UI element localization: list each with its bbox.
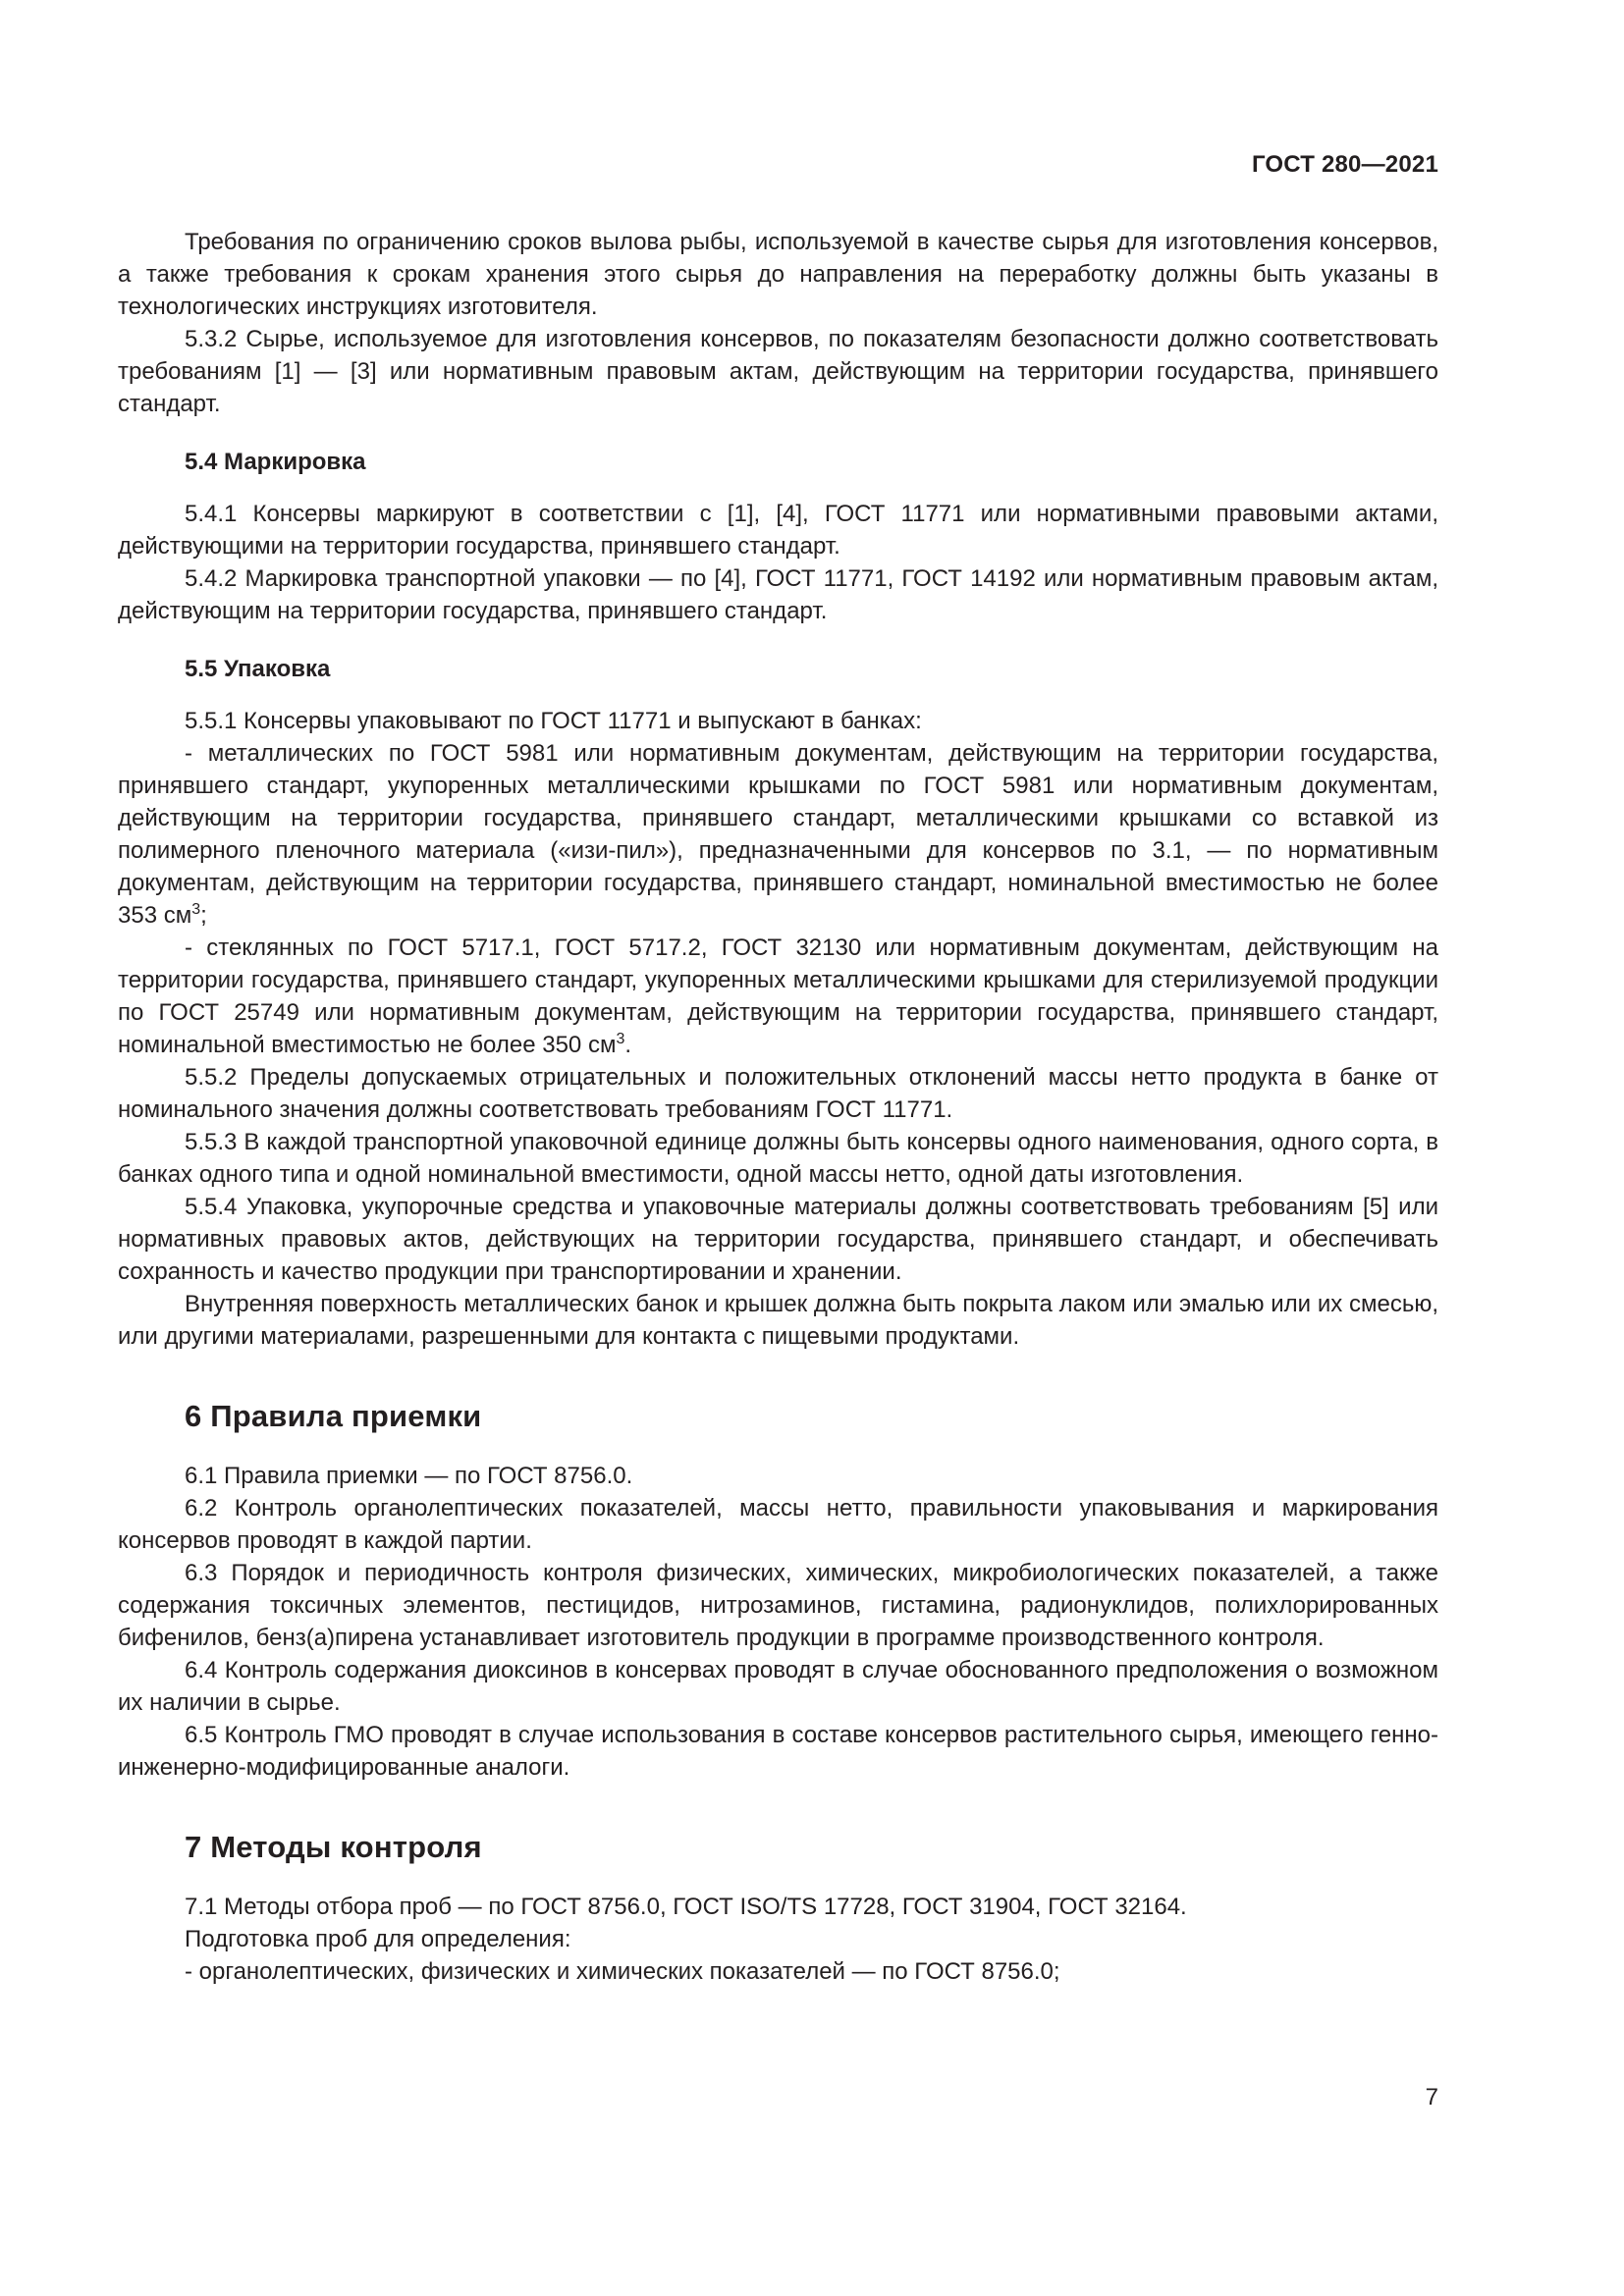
paragraph-text: - стеклянных по ГОСТ 5717.1, ГОСТ 5717.2, ГОСТ 32130 или нормативным документам, действующим на территории государства, принявшего стандарт, укупоренных металлическими крышками для стерилизуемой продукции по ГОСТ 25749 или нормативным документам, действующим на территории государства, принявшего стандарт, номинальной вместимостью не более 350 см — [118, 934, 1438, 1058]
superscript: 3 — [191, 901, 201, 918]
section-heading-6: 6 Правила приемки — [185, 1399, 482, 1433]
paragraph: 5.4.1 Консервы маркируют в соответствии с [1], [4], ГОСТ 11771 или нормативными правовыми актами, действующими на территории государства, принявшего стандарт. — [118, 501, 1438, 560]
subsection-heading-5-4: 5.4 Маркировка — [185, 449, 366, 475]
paragraph: 7.1 Методы отбора проб — по ГОСТ 8756.0, ГОСТ ISO/TS 17728, ГОСТ 31904, ГОСТ 32164. — [185, 1894, 1187, 1920]
paragraph — [118, 932, 1438, 1061]
section-heading-7: 7 Методы контроля — [185, 1830, 482, 1864]
paragraph: Требования по ограничению сроков вылова рыбы, используемой в качестве сырья для изготовления консервов, а также требования к срокам хранения этого сырья до направления на переработку должны быть указаны в технологических инструкциях изготовителя. — [118, 229, 1438, 320]
paragraph-end: ; — [200, 902, 207, 929]
superscript: 3 — [616, 1031, 625, 1047]
document-body — [118, 226, 1438, 1988]
paragraph-text: - металлических по ГОСТ 5981 или нормативным документам, действующим на территории государства, принявшего стандарт, укупоренных металлическими крышками по ГОСТ 5981 или нормативным документам, действующим на территории государства, принявшего стандарт, металлическими крышками со вставкой из полимерного пленочного материала («изи-пил»), предназначенными для консервов по 3.1, — по нормативным документам, действующим на территории государства, принявшего стандарт, номинальной вместимостью не более 353 см — [118, 740, 1438, 929]
document-header-id: ГОСТ 280—2021 — [1251, 151, 1438, 178]
paragraph: 6.2 Контроль органолептических показателей, массы нетто, правильности упаковывания и маркирования консервов проводят в каждой партии. — [118, 1495, 1438, 1554]
paragraph: - органолептических, физических и химических показателей — по ГОСТ 8756.0; — [185, 1958, 1060, 1985]
paragraph: 5.5.1 Консервы упаковывают по ГОСТ 11771 и выпускают в банках: — [185, 708, 922, 734]
document-page — [118, 0, 1438, 2296]
paragraph: Внутренняя поверхность металлических банок и крышек должна быть покрыта лаком или эмалью или их смесью, или другими материалами, разрешенными для контакта с пищевыми продуктами. — [118, 1291, 1438, 1350]
subsection-heading-5-5: 5.5 Упаковка — [185, 656, 331, 682]
paragraph — [118, 737, 1438, 932]
paragraph-end: . — [624, 1032, 632, 1058]
paragraph: 6.4 Контроль содержания диоксинов в консервах проводят в случае обоснованного предположения о возможном их наличии в сырье. — [118, 1657, 1438, 1716]
paragraph: 5.4.2 Маркировка транспортной упаковки — по [4], ГОСТ 11771, ГОСТ 14192 или нормативным правовым актам, действующим на территории государства, принявшего стандарт. — [118, 565, 1438, 624]
paragraph: 5.3.2 Сырье, используемое для изготовления консервов, по показателям безопасности должно соответствовать требованиям [1] — [3] или нормативным правовым актам, действующим на территории государства, принявшего стандарт. — [118, 326, 1438, 417]
page-number: 7 — [1425, 2084, 1438, 2110]
paragraph: Подготовка проб для определения: — [185, 1926, 571, 1952]
paragraph: 5.5.2 Пределы допускаемых отрицательных и положительных отклонений массы нетто продукта в банке от номинального значения должны соответствовать требованиям ГОСТ 11771. — [118, 1064, 1438, 1123]
paragraph: 5.5.4 Упаковка, укупорочные средства и упаковочные материалы должны соответствовать требованиям [5] или нормативных правовых актов, действующих на территории государства, принявшего стандарт, и обеспечивать сохранность и качество продукции при транспортировании и хранении. — [118, 1194, 1438, 1285]
paragraph: 6.5 Контроль ГМО проводят в случае использования в составе консервов растительного сырья, имеющего генно-инженерно-модифицированные аналоги. — [118, 1722, 1438, 1781]
paragraph: 6.3 Порядок и периодичность контроля физических, химических, микробиологических показателей, а также содержания токсичных элементов, пестицидов, нитрозаминов, гистамина, радионуклидов, полихлорированных бифенилов, бенз(а)пирена устанавливает изготовитель продукции в программе производственного контроля. — [118, 1560, 1438, 1651]
paragraph: 5.5.3 В каждой транспортной упаковочной единице должны быть консервы одного наименования, одного сорта, в банках одного типа и одной номинальной вместимости, одной массы нетто, одной даты изготовления. — [118, 1129, 1438, 1188]
paragraph: 6.1 Правила приемки — по ГОСТ 8756.0. — [185, 1463, 633, 1489]
